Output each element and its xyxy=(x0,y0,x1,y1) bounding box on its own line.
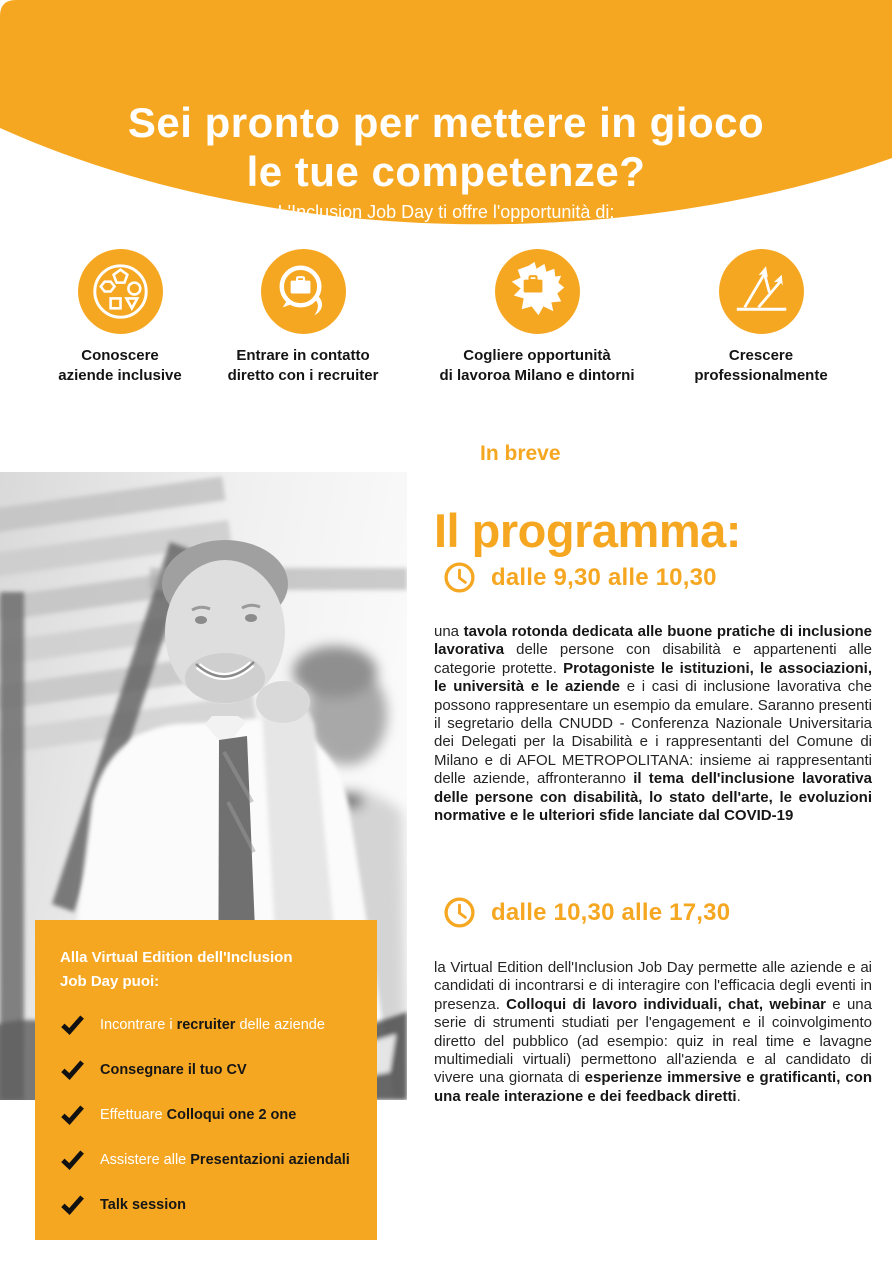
list-item xyxy=(60,1196,353,1215)
session-2-header xyxy=(443,896,730,929)
clock-icon xyxy=(443,561,476,594)
list-item-label: Effettuare Colloqui one 2 one xyxy=(100,1107,297,1123)
session-2-time: dalle 10,30 alle 17,30 xyxy=(491,898,731,926)
virtual-edition-title: Alla Virtual Edition dell'Inclusion Job Day puoi: xyxy=(60,949,293,990)
list-item xyxy=(60,1016,353,1035)
list-item-label: Assistere alle Presentazioni aziendali xyxy=(100,1152,350,1168)
list-item-label: Talk session xyxy=(100,1197,186,1213)
list-item xyxy=(60,1061,353,1080)
benefit-crescere xyxy=(641,249,881,386)
virtual-edition-list xyxy=(60,1016,353,1215)
check-icon xyxy=(60,1104,85,1125)
lombardy-map-icon xyxy=(495,249,580,334)
page-title xyxy=(0,98,892,196)
inclusion-shapes-icon xyxy=(78,249,163,334)
page-subtitle: L'Inclusion Job Day ti offre l'opportunità di: xyxy=(277,202,615,222)
virtual-edition-box xyxy=(35,920,377,1240)
clock-icon xyxy=(443,896,476,929)
growth-arrows-icon xyxy=(719,249,804,334)
session-1-description: una tavola rotonda dedicata alle buone pratiche di inclusione lavorativa delle persone con disabilità e appartenenti alle categorie protette. Protagoniste le istituzioni, le associazioni, le università e le aziende e i casi di inclusione lavorativa che possono rappresentare un esempio da emulare. Saranno presenti il segretario della CNUDD - Conferenza Nazionale Universitaria dei Delegati per la Disabilità e i rappresentanti del Comune di Milano e di AFOL METROPOLITANA: insieme ai rappresentanti delle aziende, affronteranno il tema dell'inclusione lavorativa delle persone con disabilità, lo stato dell'arte, le evoluzioni normative e le ulteriori sfide lanciate dal COVID-19 xyxy=(434,623,872,825)
benefit-caption: Conoscere aziende inclusive xyxy=(58,347,182,384)
session-1-header xyxy=(443,561,717,594)
program-title: Il programma: xyxy=(434,504,741,557)
list-item-label: Consegnare il tuo CV xyxy=(100,1062,247,1078)
check-icon xyxy=(60,1149,85,1170)
list-item xyxy=(60,1151,353,1170)
list-item xyxy=(60,1106,353,1125)
check-icon xyxy=(60,1194,85,1215)
benefit-caption: Entrare in contatto diretto con i recruiter xyxy=(227,347,379,384)
session-1-time: dalle 9,30 alle 10,30 xyxy=(491,563,717,591)
check-icon xyxy=(60,1014,85,1035)
check-icon xyxy=(60,1059,85,1080)
benefit-caption: Cogliere opportunità di lavoroa Milano e dintorni xyxy=(439,347,635,384)
page-title-line1: Sei pronto per mettere in gioco xyxy=(127,99,765,147)
hero-banner xyxy=(0,0,892,240)
session-2-description: la Virtual Edition dell'Inclusion Job Day permette alle aziende e ai candidati di incontrarsi e di interagire con l'efficacia degli eventi in presenza. Colloqui di lavoro individuali, chat, webinar e una serie di strumenti studiati per l'engagement e il coinvolgimento diretto del pubblico (ad esempio: quiz in real time e lavagne multimediali virtuali) permettono all'azienda e al candidato di vivere una giornata di esperienze immersive e gratificanti, con una reale interazione e dei feedback diretti. xyxy=(434,959,872,1105)
list-item-label: Incontrare i recruiter delle aziende xyxy=(100,1017,325,1033)
program-kicker: In breve xyxy=(480,442,561,465)
chat-recruiter-icon xyxy=(261,249,346,334)
page-title-line2: le tue competenze? xyxy=(246,148,646,196)
benefit-caption: Crescere professionalmente xyxy=(694,347,828,384)
benefit-opportunita xyxy=(417,249,657,386)
benefit-contatto xyxy=(183,249,423,386)
